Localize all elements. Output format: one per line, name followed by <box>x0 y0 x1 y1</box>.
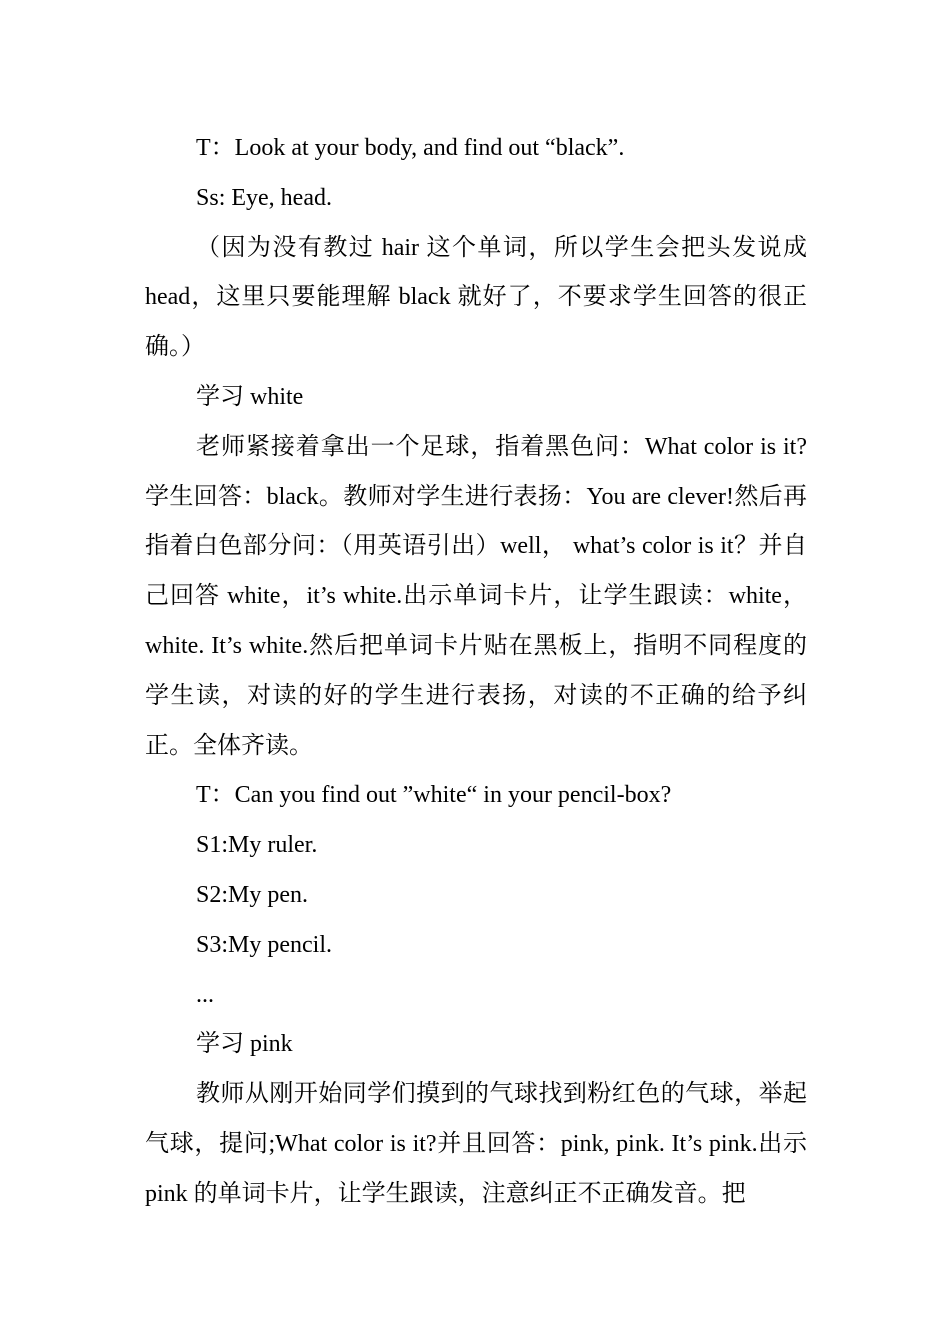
ellipsis-line: ... <box>196 981 214 1008</box>
dialogue-students-answer: Ss: Eye, head. <box>196 184 332 211</box>
document-page <box>145 124 807 1220</box>
dialogue-teacher-white: T：Can you find out ”white“ in your pencil-box? <box>196 782 672 809</box>
dialogue-student-1: S1:My ruler. <box>196 832 318 859</box>
dialogue-student-2: S2:My pen. <box>196 881 309 908</box>
dialogue-student-3: S3:My pencil. <box>196 931 332 958</box>
section-heading-pink: 学习 pink <box>196 1031 293 1058</box>
body-paragraph-white: 老师紧接着拿出一个足球，指着黑色问：What color is it? 学生回答：black。教师对学生进行表扬：You are clever!然后再指着白色部分问：（用英语引出）well， what’s color is it？并自己回答 white，it’s white.出示单词卡片，让学生跟读：white，white. It’s white.然后把单词卡片贴在黑板上，指明不同程度的学生读，对读的好的学生进行表扬，对读的不正确的给予纠正。全体齐读。 <box>145 433 807 759</box>
section-heading-white: 学习 white <box>196 383 304 410</box>
dialogue-teacher-black: T：Look at your body, and find out “black”. <box>196 135 625 161</box>
body-paragraph-pink: 教师从刚开始同学们摸到的气球找到粉红色的气球，举起气球，提问;What color is it?并且回答：pink, pink. It’s pink.出示 pink 的单词卡片，让学生跟读，注意纠正不正确发音。把 <box>145 1081 807 1207</box>
note-paragraph: （因为没有教过 hair 这个单词，所以学生会把头发说成 head，这里只要能理解 black 就好了，不要求学生回答的很正确。） <box>145 234 807 361</box>
